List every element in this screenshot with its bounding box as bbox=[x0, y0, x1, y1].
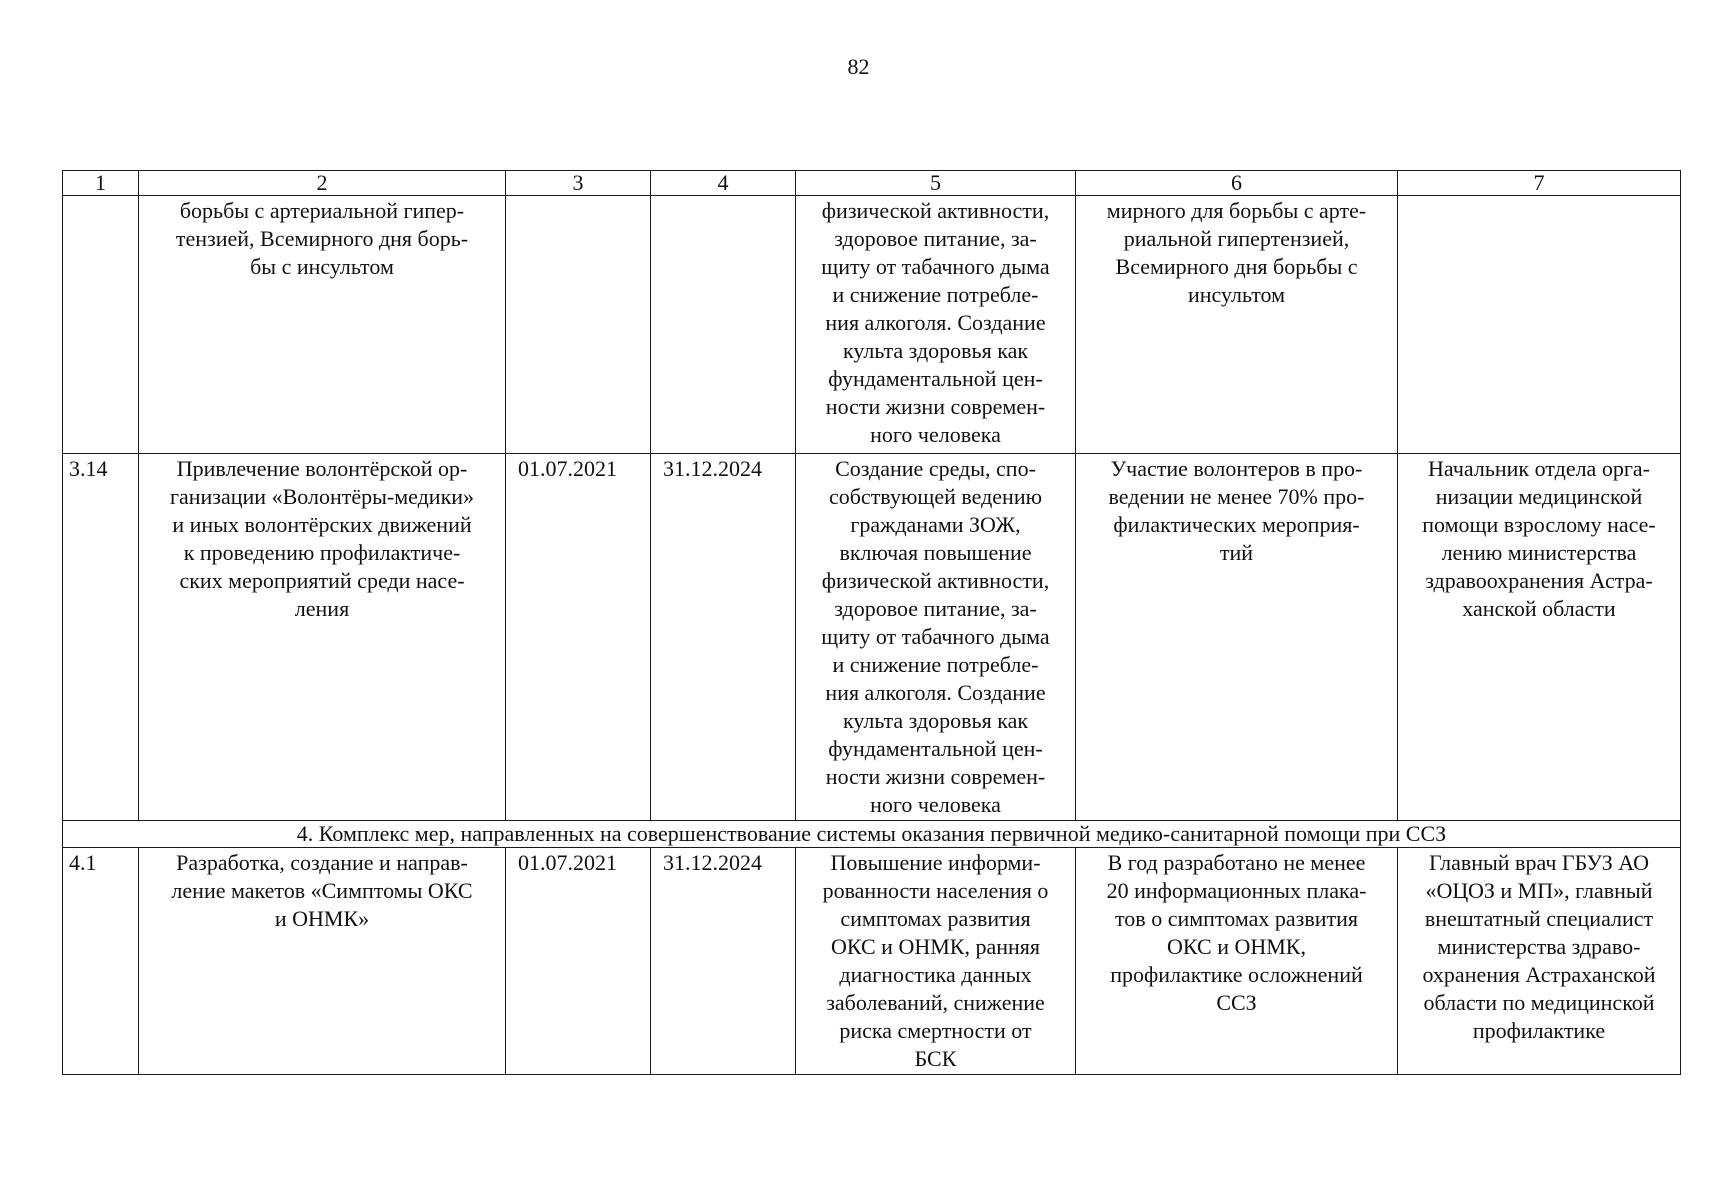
result-cell: Повышение информи- рованности населения о симптомах развития ОКС и ОНМК, ранняя диагностика данных заболеваний, снижение риска смертности от БСК bbox=[796, 848, 1076, 1075]
header-cell-5: 5 bbox=[796, 171, 1076, 196]
row-number: 3.14 bbox=[63, 454, 139, 821]
start-date: 01.07.2021 bbox=[506, 454, 651, 821]
page-number: 82 bbox=[847, 54, 870, 79]
start-date bbox=[506, 196, 651, 454]
section-row bbox=[63, 821, 1681, 848]
header-row bbox=[63, 171, 1681, 196]
table-row bbox=[63, 848, 1681, 1075]
measures-table bbox=[62, 170, 1681, 1075]
responsible-cell: Главный врач ГБУЗ АО «ОЦОЗ и МП», главный внештатный специалист министерства здраво- охранения Астраханской области по медицинской профилактике bbox=[1398, 848, 1681, 1075]
row-number: 4.1 bbox=[63, 848, 139, 1075]
end-date bbox=[651, 196, 796, 454]
table-row bbox=[63, 196, 1681, 454]
responsible-cell: Начальник отдела орга- низации медицинской помощи взрослому насе- лению министерства здравоохранения Астра- ханской области bbox=[1398, 454, 1681, 821]
indicator-cell: мирного для борьбы с арте- риальной гипертензией, Всемирного дня борьбы с инсультом bbox=[1076, 196, 1398, 454]
header-cell-7: 7 bbox=[1398, 171, 1681, 196]
header-cell-4: 4 bbox=[651, 171, 796, 196]
start-date: 01.07.2021 bbox=[506, 848, 651, 1075]
result-cell: Создание среды, спо- собствующей ведению гражданами ЗОЖ, включая повышение физической активности, здоровое питание, за- щиту от табачного дыма и снижение потребле- ния алкоголя. Создание культа здоровья как фундаментальной цен- ности жизни современ- ного человека bbox=[796, 454, 1076, 821]
section-title: 4. Комплекс мер, направленных на совершенствование системы оказания первичной медико-санитарной помощи при ССЗ bbox=[63, 821, 1681, 848]
end-date: 31.12.2024 bbox=[651, 454, 796, 821]
activity-cell: борьбы с артериальной гипер- тензией, Всемирного дня борь- бы с инсультом bbox=[139, 196, 506, 454]
row-number bbox=[63, 196, 139, 454]
header-cell-2: 2 bbox=[139, 171, 506, 196]
indicator-cell: В год разработано не менее 20 информационных плака- тов о симптомах развития ОКС и ОНМК, профилактике осложнений ССЗ bbox=[1076, 848, 1398, 1075]
table-row bbox=[63, 454, 1681, 821]
activity-cell: Привлечение волонтёрской ор- ганизации «Волонтёры-медики» и иных волонтёрских движений к проведению профилактиче- ских мероприятий среди насе- ления bbox=[139, 454, 506, 821]
header-cell-3: 3 bbox=[506, 171, 651, 196]
indicator-cell: Участие волонтеров в про- ведении не менее 70% про- филактических мероприя- тий bbox=[1076, 454, 1398, 821]
header-cell-6: 6 bbox=[1076, 171, 1398, 196]
end-date: 31.12.2024 bbox=[651, 848, 796, 1075]
responsible-cell bbox=[1398, 196, 1681, 454]
result-cell: физической активности, здоровое питание, за- щиту от табачного дыма и снижение потребле- ния алкоголя. Создание культа здоровья как фундаментальной цен- ности жизни современ- ного человека bbox=[796, 196, 1076, 454]
activity-cell: Разработка, создание и направ- ление макетов «Симптомы ОКС и ОНМК» bbox=[139, 848, 506, 1075]
header-cell-1: 1 bbox=[63, 171, 139, 196]
